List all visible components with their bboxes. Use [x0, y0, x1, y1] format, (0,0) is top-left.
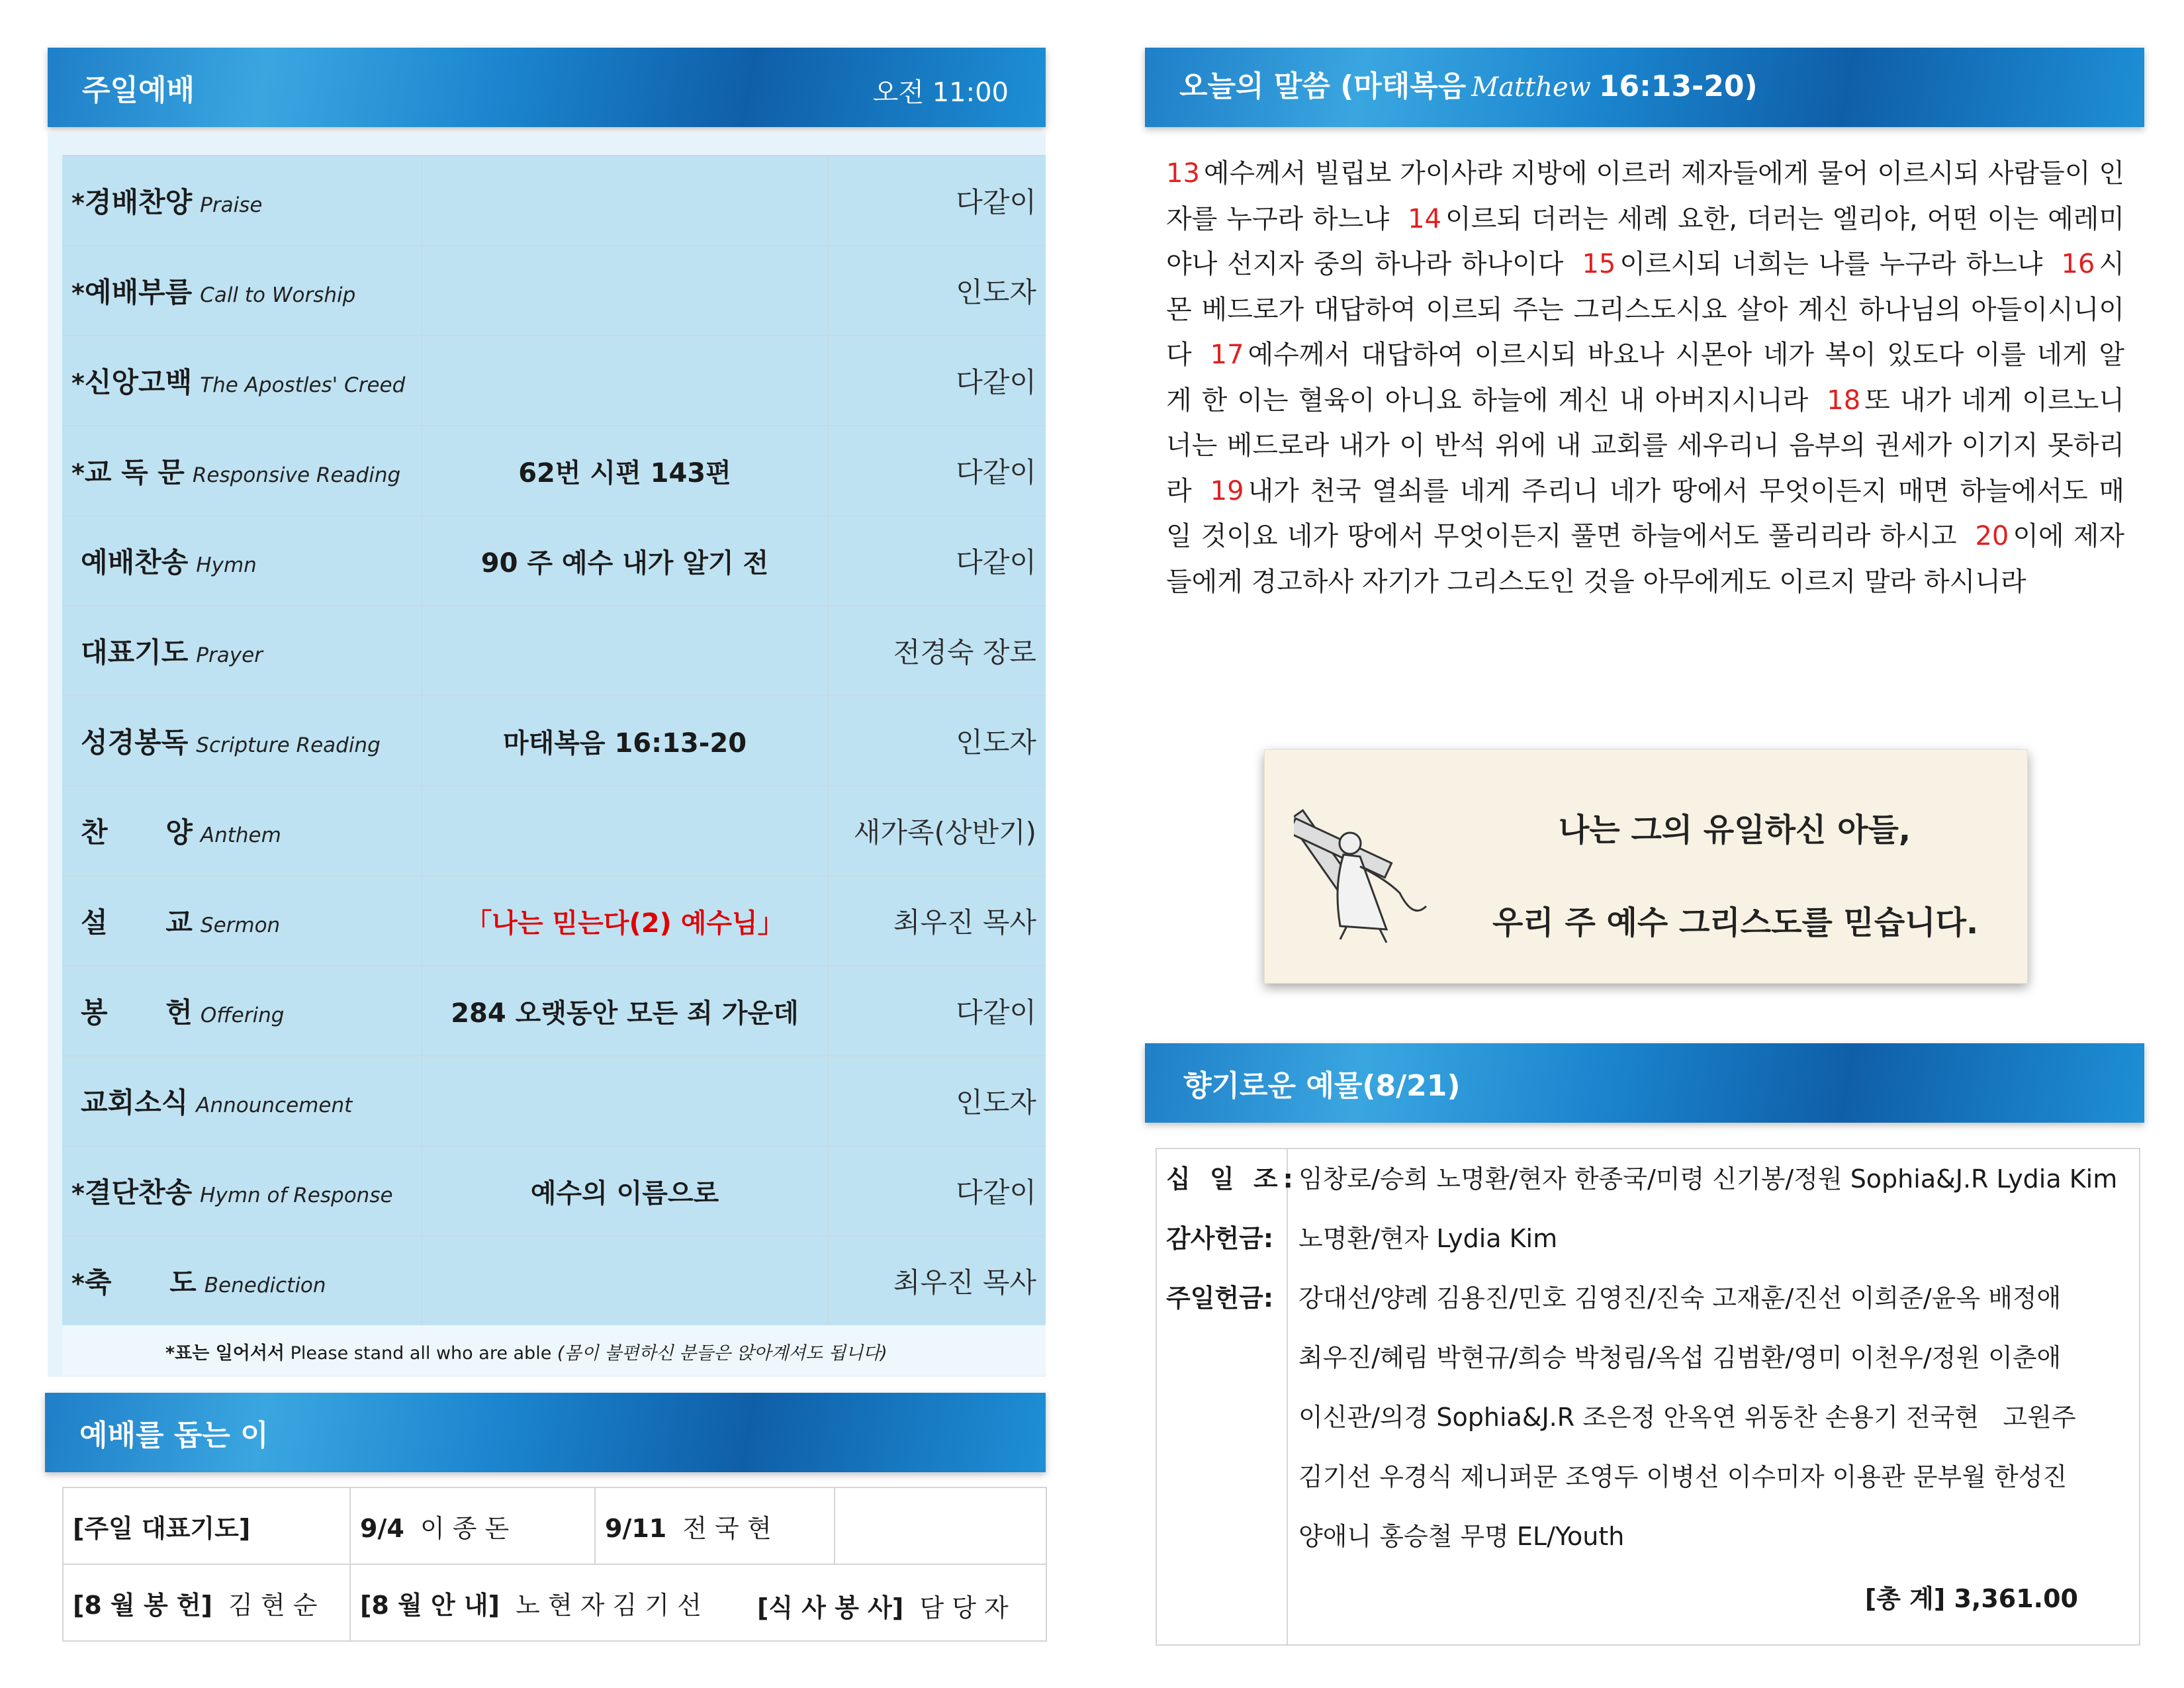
worship-item-leader: 다같이: [828, 1146, 1046, 1236]
worship-item-leader: 최우진 목사: [828, 1236, 1046, 1326]
worship-item-leader: 인도자: [828, 246, 1046, 336]
worship-item-content: 62번 시편 143편: [422, 426, 828, 516]
verse-text: 예수께서 대답하여 이르시되 바요나 시몬아 네가 복이 있도다 이를 네게 알게 한 이는 혈육이 아니요 하늘에 계신 내 아버지시니라: [1166, 340, 2124, 416]
worship-item-leader: 인도자: [828, 1056, 1046, 1146]
worship-item-name: 성경봉독 Scripture Reading: [62, 696, 422, 786]
table-row: [62, 606, 1046, 696]
worship-item-leader: 최우진 목사: [828, 876, 1046, 966]
worship-item-content: 예수의 이름으로: [422, 1146, 828, 1236]
table-row: [63, 1564, 1046, 1641]
verse-text: 내가 천국 열쇠를 네게 주리니 네가 땅에서 무엇이든지 매면 하늘에서도 매일 것이요 네가 땅에서 무엇이든지 풀면 하늘에서도 풀리리라 하시고: [1166, 475, 2124, 551]
prayer-2: 9/11 전 국 현: [595, 1487, 835, 1564]
worship-item-content: 90 주 예수 내가 알기 전: [422, 516, 828, 606]
verse-text: 시몬 베드로가 대답하여 이르되 주는 그리스도시요 살아 계신 하나님의 아들이시니이다: [1166, 249, 2124, 370]
cross-bearer-illustration-icon: [1294, 794, 1439, 946]
verse-number: 17: [1210, 340, 1244, 370]
offering-divider: [1287, 1149, 1288, 1644]
worship-item-content: [422, 786, 828, 876]
helpers-banner: [45, 1393, 1046, 1472]
note-en: Please stand all who are able: [290, 1343, 552, 1364]
worship-item-leader: 다같이: [828, 966, 1046, 1056]
tithe-label: 십 일 조:: [1166, 1164, 1298, 1194]
helpers-title: 예배를 돕는 이: [79, 1419, 269, 1452]
verse-text: 또 내가 네게 이르노니 너는 베드로라 내가 이 반석 위에 내 교회를 세우리니 음부의 권세가 이기지 못하리라: [1166, 385, 2124, 506]
worship-item-leader: 다같이: [828, 336, 1046, 426]
card-line-2: 우리 주 예수 그리스도를 믿습니다.: [1492, 904, 1979, 941]
scripture-title: 오늘의 말씀 (마태복음 Matthew 16:13-20): [1179, 70, 1758, 103]
table-row: [62, 1056, 1046, 1146]
worship-item-name: *경배찬양 Praise: [62, 156, 422, 246]
worship-item-content: [422, 1236, 828, 1326]
worship-item-content: 284 오랫동안 모든 죄 가운데: [422, 966, 828, 1056]
worship-banner: [48, 48, 1046, 127]
meal-label: [식 사 봉 사]: [757, 1593, 904, 1622]
worship-item-content: [422, 336, 828, 426]
worship-item-name: 봉 헌 Offering: [62, 966, 422, 1056]
sunday-label: 주일헌금:: [1166, 1284, 1274, 1313]
worship-order-table: [62, 155, 1046, 1327]
scripture-text: [1166, 151, 2124, 604]
table-row: [62, 336, 1046, 426]
helpers-table: [62, 1487, 1047, 1642]
worship-item-content: 「나는 믿는다(2) 예수님」: [422, 876, 828, 966]
verse-number: 13: [1166, 158, 1200, 189]
verse-text: 예수께서 빌립보 가이사랴 지방에 이르러 제자들에게 물어 이르시되 사람들이 인자를 누구라 하느냐: [1166, 158, 2124, 234]
offering-total: [총 계] 3,361.00: [1864, 1584, 2078, 1613]
worship-item-name: 설 교 Sermon: [62, 876, 422, 966]
worship-item-content: [422, 246, 828, 336]
table-row: [62, 786, 1046, 876]
offering-title: 향기로운 예물(8/21): [1183, 1069, 1461, 1103]
worship-title: 주일예배: [82, 73, 195, 107]
worship-item-name: *교 독 문 Responsive Reading: [62, 426, 422, 516]
worship-item-content: [422, 606, 828, 696]
worship-item-name: *예배부름 Call to Worship: [62, 246, 422, 336]
scripture-title-en: Matthew: [1471, 72, 1591, 103]
worship-item-leader: 다같이: [828, 426, 1046, 516]
table-row: [62, 876, 1046, 966]
worship-item-name: 찬 양 Anthem: [62, 786, 422, 876]
verse-text: 이르되 더러는 세례 요한, 더러는 엘리야, 어떤 이는 예레미야나 선지자 중의 하나라 하나이다: [1166, 203, 2124, 279]
worship-item-name: 교회소식 Announcement: [62, 1056, 422, 1146]
worship-item-name: 예배찬송 Hymn: [62, 516, 422, 606]
table-row: [62, 696, 1046, 786]
worship-item-leader: 새가족(상반기): [828, 786, 1046, 876]
verse-number: 18: [1827, 385, 1861, 416]
creed-image-card: [1264, 749, 2028, 984]
verse-text: 이에 제자들에게 경고하사 자기가 그리스도인 것을 아무에게도 이르지 말라 하시니라: [1166, 521, 2125, 597]
worship-item-name: *신앙고백 The Apostles' Creed: [62, 336, 422, 426]
thanks-names: 노명환/현자 Lydia Kim: [1298, 1224, 1558, 1253]
tithe-names: 임창로/승희 노명환/현자 한종국/미령 신기봉/정원 Sophia&J.R Lydia Kim: [1298, 1164, 2118, 1194]
empty-cell: [835, 1487, 1046, 1564]
worship-item-name: 대표기도 Prayer: [62, 606, 422, 696]
card-line-1: 나는 그의 유일하신 아들,: [1559, 812, 1911, 849]
note-italic: (몸이 불편하신 분들은 앉아계셔도 됩니다): [557, 1343, 887, 1364]
offering-banner: [1145, 1043, 2144, 1123]
meal-name: 담 당 자: [919, 1593, 1009, 1622]
table-row: [62, 246, 1046, 336]
verse-number: 14: [1408, 203, 1441, 234]
thanks-label: 감사헌금:: [1166, 1224, 1274, 1253]
verse-number: 15: [1582, 249, 1616, 279]
worship-item-leader: 다같이: [828, 516, 1046, 606]
table-row: [62, 966, 1046, 1056]
worship-item-name: *결단찬송 Hymn of Response: [62, 1146, 422, 1236]
worship-time: 오전 11:00: [872, 77, 1009, 108]
scripture-banner: [1145, 48, 2144, 127]
verse-text: 이르시되 너희는 나를 누구라 하느냐: [1619, 249, 2043, 279]
offering-table: 십 일 조: 임창로/승희 노명환/현자 한종국/미령 신기봉/정원 Sophia&J.R Lydia Kim 감사헌금: 노명환/현자 Lydia Kim 주일헌금: 강대선/양례 김용진/민호 김영진/진숙 고재훈/진선 이희준/윤옥 배정애 최우진/혜림 박현규/희승 박청림/옥섭 김범환/영미 이천우/정원 이춘애 이신관/의경 Sophia&J.R 조은정 안옥연 위동찬 손용기 전국현 고원주 김기선 우경식 제니퍼문 조영두 이병선 이수미자 이용관 문부월 한성진 양애니 홍승철 무명 EL/Youth [총 계] 3,361.00: [1156, 1148, 2140, 1646]
worship-item-leader: 인도자: [828, 696, 1046, 786]
prayer-1: 9/4 이 종 돈: [350, 1487, 595, 1564]
worship-item-content: [422, 156, 828, 246]
worship-item-leader: 전경숙 장로: [828, 606, 1046, 696]
table-row: [62, 516, 1046, 606]
stand-note: [62, 1325, 1046, 1376]
offering-helper: [8 월 봉 헌] 김 현 순: [63, 1564, 350, 1641]
worship-item-content: [422, 1056, 828, 1146]
verse-number: 19: [1210, 475, 1244, 506]
table-row: [62, 1236, 1046, 1326]
table-row: [62, 1146, 1046, 1236]
worship-item-name: *축 도 Benediction: [62, 1236, 422, 1326]
verse-number: 16: [2061, 249, 2095, 279]
table-row: [62, 156, 1046, 246]
table-row: [62, 426, 1046, 516]
worship-item-leader: 다같이: [828, 156, 1046, 246]
table-row: [63, 1487, 1046, 1564]
note-bold: *표는 일어서서: [165, 1343, 285, 1364]
verse-number: 20: [1975, 521, 2009, 551]
usher-meal: [8 월 안 내] 노 현 자 김 기 선 [식 사 봉 사] 담 당 자: [350, 1564, 1046, 1641]
worship-item-content: 마태복음 16:13-20: [422, 696, 828, 786]
prayer-label: [주일 대표기도]: [63, 1487, 350, 1564]
